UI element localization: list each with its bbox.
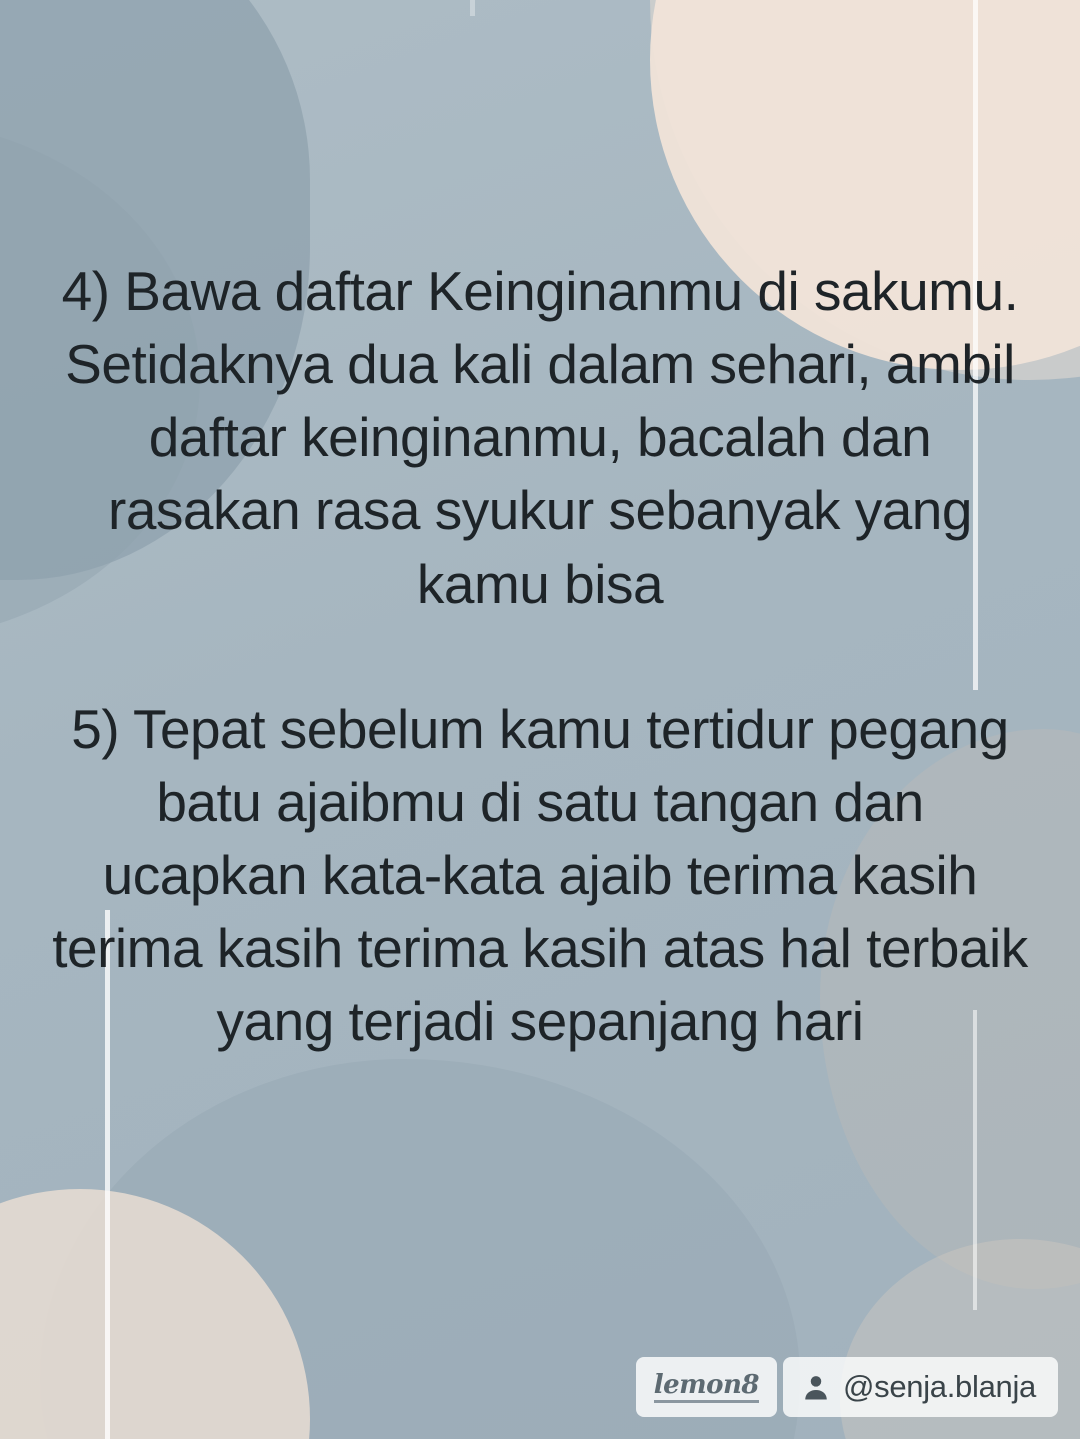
lemon8-logo-badge <box>636 1357 777 1417</box>
quote-text-block <box>0 255 1080 1058</box>
person-icon <box>801 1372 831 1402</box>
lemon8-logo-text: lemon8 <box>654 1371 759 1403</box>
background-streak-top <box>470 0 475 16</box>
watermark <box>636 1357 1058 1417</box>
paragraph-item-4: 4) Bawa daftar Keinginanmu di sakumu. Setidaknya dua kali dalam sehari, ambil daftar keinginanmu, bacalah dan rasakan rasa syukur sebanyak yang kamu bisa <box>61 260 1019 615</box>
paragraph-item-5: 5) Tepat sebelum kamu tertidur pegang batu ajaibmu di satu tangan dan ucapkan kata-kata ajaib terima kasih terima kasih terima kasih atas hal terbaik yang terjadi sepanjang hari <box>52 697 1028 1053</box>
author-handle-text: @senja.blanja <box>842 1369 1036 1404</box>
author-handle-badge[interactable] <box>783 1357 1058 1417</box>
